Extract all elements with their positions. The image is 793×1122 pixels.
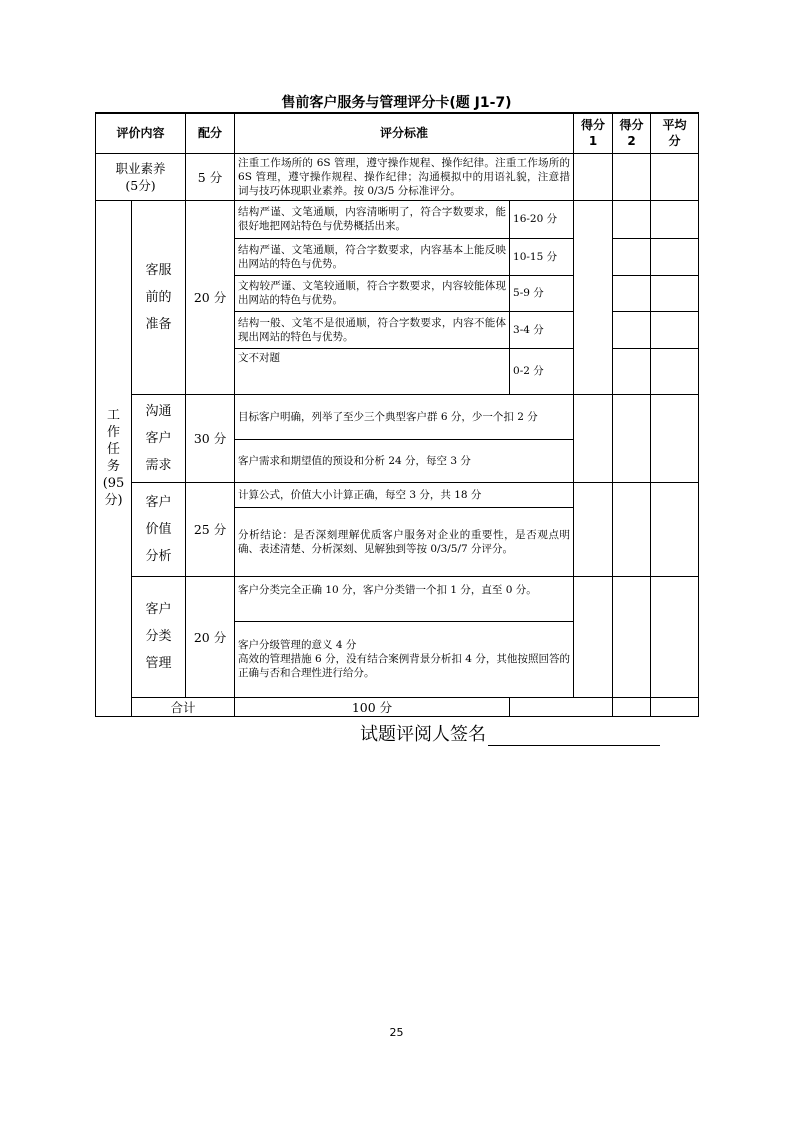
- classify-criteria-2: 客户分级管理的意义 4 分 高效的管理措施 6 分，没有结合案例背景分析扣 4 分，其他按照回答的正确与否和合理性进行给分。: [235, 621, 574, 697]
- value-name: 客户 价值 分析: [132, 482, 186, 576]
- signature-area: [360, 720, 660, 746]
- value-score1-cell[interactable]: [574, 482, 613, 576]
- prep-row-1: [96, 200, 699, 238]
- prep-criteria-4: 结构一般、文笔不是很通顺，符合字数要求，内容不能体现出网站的特色与优势。: [235, 311, 510, 348]
- header-content: 评价内容: [96, 113, 186, 153]
- value-points: 25 分: [186, 482, 235, 576]
- total-score1-cell[interactable]: [613, 697, 651, 716]
- prep-average-cell-2[interactable]: [651, 238, 699, 275]
- classify-score1-cell[interactable]: [574, 576, 613, 697]
- prep-points: 20 分: [186, 200, 235, 394]
- prep-criteria-3: 文构较严谨、文笔较通顺，符合字数要求，内容较能体现出网站的特色与优势。: [235, 275, 510, 311]
- signature-label: 试题评阅人签名: [360, 724, 486, 745]
- prep-criteria-5: 文不对题: [235, 348, 510, 394]
- signature-line[interactable]: [488, 725, 660, 746]
- classify-average-cell[interactable]: [651, 576, 699, 697]
- header-score2: [613, 113, 651, 153]
- prep-criteria-1: 结构严谨、文笔通顺，内容清晰明了，符合字数要求，能很好地把网站特色与优势概括出来。: [235, 200, 510, 238]
- prep-score2-cell-5[interactable]: [613, 348, 651, 394]
- prep-average-cell-1[interactable]: [651, 200, 699, 238]
- prep-range-2: 10-15 分: [510, 238, 574, 275]
- prep-score1-cell[interactable]: [574, 200, 613, 394]
- needs-points: 30 分: [186, 394, 235, 482]
- needs-criteria-2: 客户需求和期望值的预设和分析 24 分，每空 3 分: [235, 439, 574, 482]
- prep-range-1: 16-20 分: [510, 200, 574, 238]
- classify-row-1: [96, 576, 699, 621]
- header-average-text: 平均分: [662, 118, 687, 149]
- total-label: 合计: [132, 697, 235, 716]
- value-average-cell[interactable]: [651, 482, 699, 576]
- professional-points: 5 分: [186, 153, 235, 200]
- classify-score2-cell[interactable]: [613, 576, 651, 697]
- total-score2-cell[interactable]: [651, 697, 699, 716]
- prep-score2-cell-1[interactable]: [613, 200, 651, 238]
- score2-cell[interactable]: [613, 153, 651, 200]
- value-criteria-2: 分析结论：是否深刻理解优质客户服务对企业的重要性，是否观点明确、表述清楚、分析深刻、见解独到等按 0/3/5/7 分评分。: [235, 507, 574, 576]
- prep-criteria-2: 结构严谨、文笔通顺，符合字数要求，内容基本上能反映出网站的特色与优势。: [235, 238, 510, 275]
- value-score2-cell[interactable]: [613, 482, 651, 576]
- header-score2-text: 得分2: [619, 118, 644, 149]
- professional-row: [96, 153, 699, 200]
- header-row: [96, 113, 699, 153]
- prep-average-cell-4[interactable]: [651, 311, 699, 348]
- needs-name: 沟通 客户 需求: [132, 394, 186, 482]
- score1-cell[interactable]: [574, 153, 613, 200]
- prep-score2-cell-3[interactable]: [613, 275, 651, 311]
- classify-criteria-1: 客户分类完全正确 10 分，客户分类错一个扣 1 分，直至 0 分。: [235, 576, 574, 621]
- prep-range-3: 5-9 分: [510, 275, 574, 311]
- total-criteria-cell: [510, 697, 613, 716]
- total-points: 100 分: [235, 697, 510, 716]
- scorecard-table: [95, 112, 699, 717]
- needs-row-1: [96, 394, 699, 439]
- prep-average-cell-5[interactable]: [651, 348, 699, 394]
- needs-criteria-1: 目标客户明确，列举了至少三个典型客户群 6 分，少一个扣 2 分: [235, 394, 574, 439]
- needs-average-cell[interactable]: [651, 394, 699, 482]
- total-row: [96, 697, 699, 716]
- value-row-1: [96, 482, 699, 507]
- prep-range-4: 3-4 分: [510, 311, 574, 348]
- classify-name: 客户 分类 管理: [132, 576, 186, 697]
- scorecard-title: 售前客户服务与管理评分卡(题 J1-7): [281, 95, 512, 111]
- header-score1: [574, 113, 613, 153]
- header-average: [651, 113, 699, 153]
- page-number: 25: [389, 1026, 404, 1039]
- classify-points: 20 分: [186, 576, 235, 697]
- prep-average-cell-3[interactable]: [651, 275, 699, 311]
- work-task-label: 工 作 任 务 (95 分): [96, 200, 132, 716]
- needs-score2-cell[interactable]: [613, 394, 651, 482]
- prep-name: 客服 前的 准备: [132, 200, 186, 394]
- prep-score2-cell-2[interactable]: [613, 238, 651, 275]
- header-score1-text: 得分1: [581, 118, 606, 149]
- header-criteria: 评分标准: [235, 113, 574, 153]
- average-cell[interactable]: [651, 153, 699, 200]
- professional-criteria: 注重工作场所的 6S 管理，遵守操作规程、操作纪律。注重工作场所的 6S 管理，遵守操作规程、操作纪律；沟通模拟中的用语礼貌，注意措词与技巧体现职业素养。按 0/3/5 分标准评分。: [235, 153, 574, 200]
- needs-score1-cell[interactable]: [574, 394, 613, 482]
- value-criteria-1: 计算公式，价值大小计算正确，每空 3 分，共 18 分: [235, 482, 574, 507]
- prep-range-5: 0-2 分: [510, 348, 574, 394]
- professional-name: 职业素养 (5分): [96, 153, 186, 200]
- header-points: 配分: [186, 113, 235, 153]
- prep-score2-cell-4[interactable]: [613, 311, 651, 348]
